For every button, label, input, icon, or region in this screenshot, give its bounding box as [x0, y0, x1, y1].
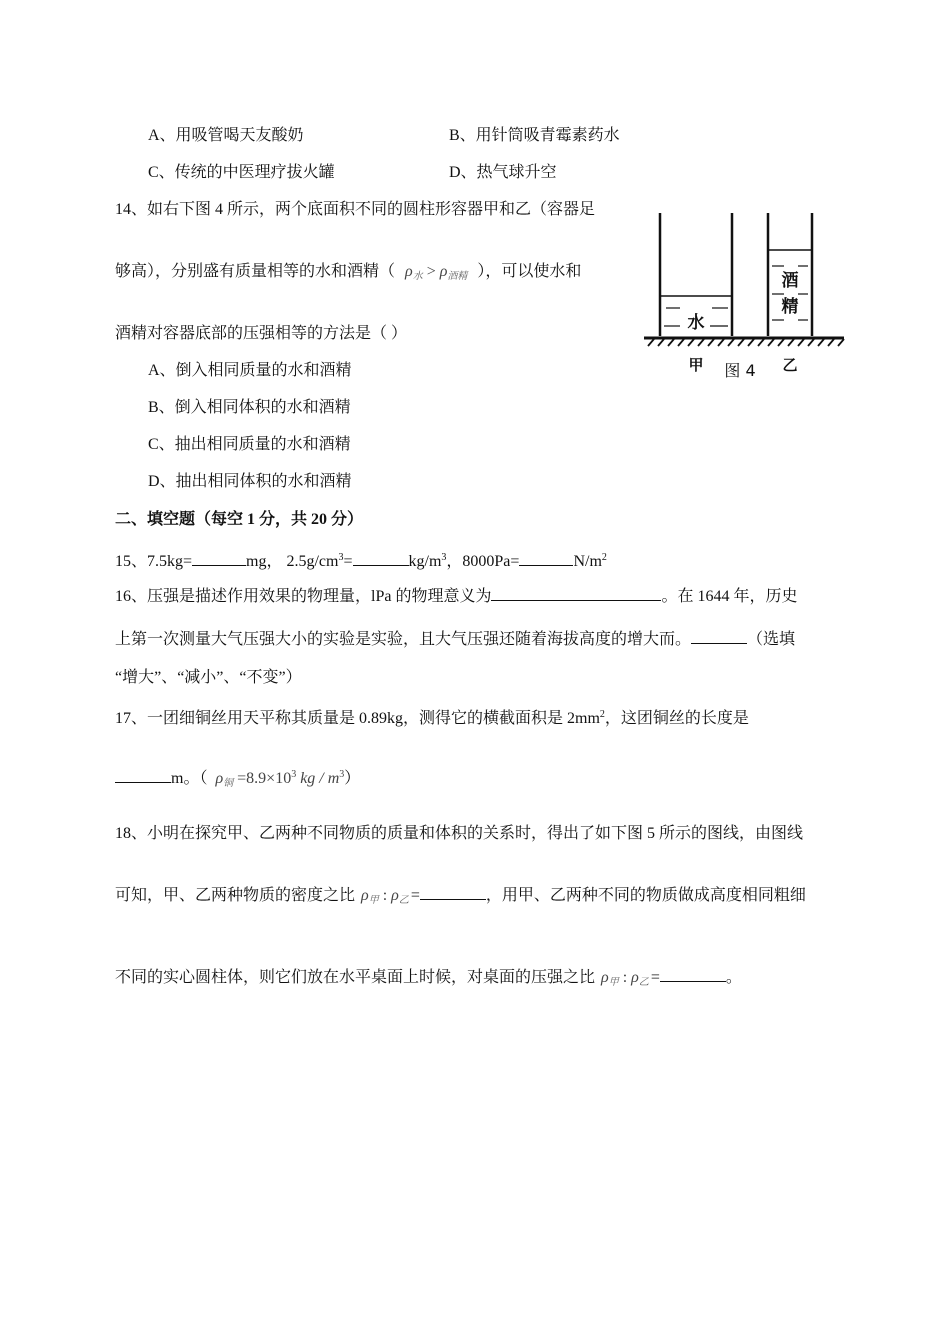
q18-blank-2[interactable] [660, 966, 726, 982]
q14-formula-rho-b: ρ [439, 263, 448, 280]
figure-4-caption: 图 4 [724, 361, 756, 380]
q15-text-2: mg， 2.5g/cm [246, 553, 339, 570]
q14-formula-rho-a: ρ [405, 263, 413, 280]
q14-formula-sub-alcohol: 酒精 [447, 271, 468, 282]
container-yi-label: 乙 [782, 356, 798, 374]
q15-text-5: ，8000Pa= [446, 553, 520, 570]
q13-option-b: B、用针筒吸青霉素药水 [449, 127, 620, 144]
alcohol-label-2: 精 [781, 297, 799, 317]
q16-line1-post: 。在 1644 年，历史 [661, 588, 798, 605]
q17-formula-sub: 铜 [223, 778, 234, 789]
q17-line1 [115, 705, 749, 729]
q17-formula-unit-exp: 3 [339, 769, 345, 780]
q16-line2-pre: 上第一次测量大气压强大小的实验是实验，且大气压强还随着海拔高度的增大而。 [115, 631, 692, 648]
q17-line2 [115, 765, 360, 794]
q16-line1-pre: 16、压强是描述作用效果的物理量，lPa 的物理意义为 [115, 588, 492, 605]
q15-sup-2: 3 [441, 552, 447, 563]
q18-ratio-sub-a: 甲 [368, 895, 379, 906]
q16-line2-post: （选填 [747, 631, 796, 648]
q18-blank-1[interactable] [420, 884, 486, 900]
q14-density-formula [405, 262, 467, 287]
q15-text-1: 15、7.5kg= [115, 553, 193, 570]
q18-line3-pre: 不同的实心圆柱体，则它们放在水平桌面上时候，对桌面的压强之比 [115, 969, 596, 986]
q14-stem-line1: 14、如右下图 4 所示，两个底面积不同的圆柱形容器甲和乙（容器足 [115, 201, 596, 218]
q18-line3-post: 。 [725, 969, 742, 986]
q18-ratio-rho-a: ρ [361, 887, 369, 904]
q13-option-c: C、传统的中医理疗拔火罐 [148, 164, 335, 181]
water-label: 水 [687, 313, 705, 333]
container-jia-label: 甲 [688, 356, 704, 374]
q15-text-4: kg/m [408, 553, 442, 570]
q16-line2 [115, 628, 795, 650]
section-2-heading: 二、填空题（每空 1 分，共 20 分） [115, 511, 364, 528]
q16-blank-1[interactable] [491, 585, 661, 601]
q18-ratio2-colon: : [622, 969, 628, 986]
q18-ratio2-rho-b: ρ [631, 969, 639, 986]
q14-option-a: A、倒入相同质量的水和酒精 [148, 362, 352, 379]
q18-ratio2-sub-a: 甲 [608, 977, 619, 988]
q14-formula-sub-water: 水 [412, 271, 423, 282]
q14-option-d: D、抽出相同体积的水和酒精 [148, 473, 352, 490]
q14-stem-line2-post: ），可以使水和 [477, 263, 582, 280]
q15-blank-2[interactable] [353, 550, 409, 566]
q17-formula-unit: kg / m [300, 770, 340, 787]
q13-option-a: A、用吸管喝天友酸奶 [148, 127, 304, 144]
q17-formula-rho: ρ [215, 770, 224, 787]
figure-4-diagram [640, 208, 850, 383]
q16-line1 [115, 585, 797, 607]
q15-blank-1[interactable] [192, 550, 246, 566]
q14-stem-line2 [115, 262, 581, 287]
q18-line2-post: ，用甲、乙两种不同的物质做成高度相同粗细 [485, 887, 806, 904]
q18-pressure-ratio [601, 968, 649, 993]
q17-line2-post: m。（ [171, 770, 208, 787]
q15 [115, 548, 607, 572]
q18-ratio2-sub-b: 乙 [638, 977, 649, 988]
q15-blank-3[interactable] [519, 550, 573, 566]
q17-density-formula [215, 765, 344, 794]
q15-sup-1: 3 [338, 552, 344, 563]
q16-line3: “增大”、“减小”、“不变”） [115, 669, 302, 686]
q18-ratio-colon: : [382, 887, 388, 904]
q17-line1-post: ，这团铜丝的长度是 [604, 710, 749, 727]
q15-text-6: N/m [573, 553, 602, 570]
q17-line1-sup: 2 [599, 709, 605, 720]
q15-sup-3: 2 [601, 552, 607, 563]
q17-formula-eq: =8.9×10 [237, 770, 292, 787]
q18-line2 [115, 884, 806, 911]
q14-formula-gt: > [426, 263, 436, 280]
q14-option-b: B、倒入相同体积的水和酒精 [148, 399, 351, 416]
ground-hatch [644, 338, 844, 346]
q18-ratio-rho-b: ρ [391, 887, 399, 904]
q17-line1-text: 17、一团细铜丝用天平称其质量是 0.89kg，测得它的横截面积是 2mm [115, 710, 600, 727]
q18-line1: 18、小明在探究甲、乙两种不同物质的质量和体积的关系时，得出了如下图 5 所示的图线，由图线 [115, 825, 804, 842]
alcohol-label-1: 酒 [781, 271, 799, 291]
q18-ratio-sub-b: 乙 [398, 895, 409, 906]
q17-formula-exp: 3 [291, 769, 297, 780]
q17-close: ） [344, 770, 361, 787]
q14-option-c: C、抽出相同质量的水和酒精 [148, 436, 351, 453]
q17-blank-1[interactable] [115, 767, 171, 783]
q18-line3-eq: = [650, 969, 660, 986]
q16-blank-2[interactable] [691, 628, 747, 644]
q18-ratio2-rho-a: ρ [601, 969, 609, 986]
q18-density-ratio [361, 886, 409, 911]
q18-line2-eq: = [410, 887, 420, 904]
q18-line3 [115, 966, 742, 993]
container-jia [660, 213, 732, 336]
container-yi [768, 213, 812, 336]
q13-option-d: D、热气球升空 [449, 164, 557, 181]
q14-stem-line3: 酒精对容器底部的压强相等的方法是（ ） [115, 325, 408, 342]
q14-stem-line2-pre: 够高），分别盛有质量相等的水和酒精（ [115, 263, 396, 280]
q18-line2-pre: 可知，甲、乙两种物质的密度之比 [115, 887, 356, 904]
q15-text-3: = [343, 553, 353, 570]
